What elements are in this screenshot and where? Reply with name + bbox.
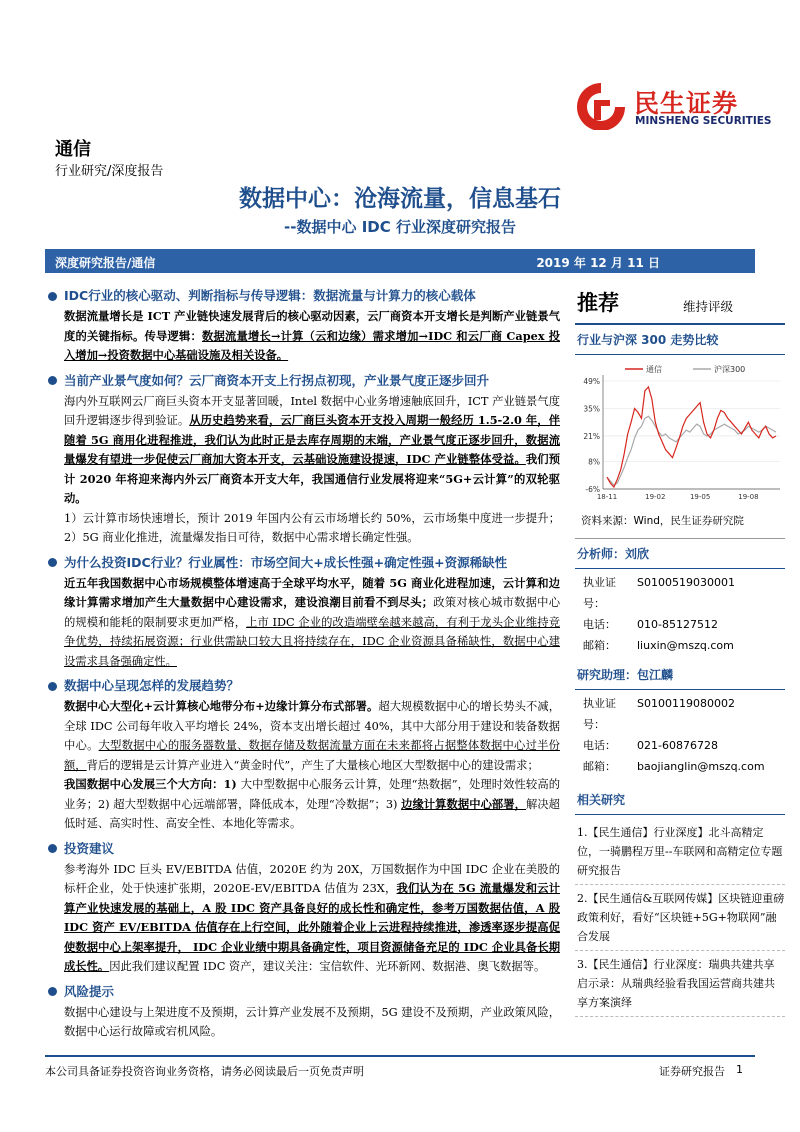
section-paragraph — [48, 775, 560, 834]
text-run: 解决超低时延、高实时性、高安全性、本地化等需求。 — [64, 797, 560, 830]
text-run: 1）云计算市场快速增长，预计 2019 年国内公有云市场增长约 50%，云市场集中度进一步提升；2）5G 商业化推进，流量爆发指日可待，数据中心需求增长确定性强。 — [64, 511, 560, 544]
trend-chart — [575, 359, 785, 509]
assistant-info — [575, 690, 785, 785]
y-tick-label: 49% — [583, 377, 600, 386]
chart-title: 行业与沪深 300 走势比较 — [575, 325, 785, 355]
footer — [45, 1055, 755, 1078]
page-number: 1 — [736, 1063, 743, 1076]
related-report-link[interactable]: 1.【民生通信】行业深度】北斗高精定位，一骑鹏程万里--车联网和高精定位专题研究报告 — [575, 819, 785, 885]
x-tick-label: 18-11 — [596, 493, 618, 501]
info-row — [575, 614, 785, 635]
text-run: 我们预计 2020 年将迎来海内外云厂商资本开支大年，我国通信行业发展将迎来“5G+云计算”的双轮驱动。 — [64, 452, 560, 505]
section-paragraph — [48, 697, 560, 775]
text-run: 数据流量增长→计算（云和边缘）需求增加→IDC 和云厂商 Capex 投入增加→投资数据中心基础设施及相关设备。 — [64, 328, 560, 362]
section-heading-text: 当前产业景气度如何？云厂商资本开支上行拐点初现，产业景气度正逐步回升 — [64, 372, 490, 388]
bullet-dot-icon — [48, 292, 57, 301]
info-key: 执业证号： — [583, 576, 616, 610]
text-run: 近五年我国数据中心市场规模整体增速高于全球平均水平，随着 5G 商业化进程加速，云计算和边缘计算需求增加产生大量数据中心建设需求，建设浪潮目前看不到尽头； — [64, 575, 560, 609]
text-run: 因此我们建议配置 IDC 资产，建议关注：宝信软件、光环新网、数据港、奥飞数据等。 — [109, 960, 546, 973]
text-run: 政策对核心城市数据中心的规模和能耗的限制要求更加严格， — [64, 596, 560, 629]
series-line — [607, 387, 776, 487]
section-heading — [48, 981, 560, 1003]
section-heading — [48, 552, 560, 574]
summary-section — [48, 981, 560, 1042]
section-heading — [48, 675, 560, 697]
info-key: 电话： — [583, 618, 616, 631]
report-title: 数据中心：沧海流量，信息基石 — [239, 186, 561, 212]
section-heading — [48, 838, 560, 860]
text-run: 上市 IDC 企业的改造端壁垒越来越高，有利于龙头企业维持竞争优势，持续拓展资源；行业供需缺口较大且将持续存在，IDC 企业资源具备稀缺性，数据中心建设需求具备强确定性。 — [64, 615, 560, 668]
related-title: 相关研究 — [575, 785, 785, 815]
info-row — [575, 572, 785, 614]
analyst-info — [575, 569, 785, 660]
text-run: 背后的逻辑是云计算产业进入“黄金时代”，产生了大量核心地区大型数据中心的建设需求； — [86, 758, 539, 772]
company-logo — [572, 80, 772, 130]
rating-status: 维持评级 — [683, 299, 734, 314]
section-paragraph — [48, 307, 560, 366]
rating-box — [575, 285, 785, 325]
summary-section — [48, 285, 560, 366]
info-key: 邮箱： — [583, 639, 616, 652]
footer-label: 证券研究报告 — [659, 1065, 725, 1078]
analyst-title: 分析师：刘欣 — [575, 539, 785, 569]
related-report-link[interactable]: 3.【民生通信】行业深度：瑞典共建共享启示录：从瑞典经验看我国运营商共建共享方案演绎 — [575, 951, 785, 1017]
summary-column — [48, 285, 560, 1046]
info-row — [575, 756, 785, 777]
legend-label: 通信 — [646, 365, 662, 374]
bullet-dot-icon — [48, 682, 57, 691]
y-tick-label: 35% — [583, 404, 600, 414]
section-paragraph — [48, 1003, 560, 1042]
section-paragraph — [48, 574, 560, 672]
x-tick-label: 19-02 — [645, 493, 666, 501]
legend-label: 沪深300 — [714, 365, 746, 374]
bullet-dot-icon — [48, 844, 57, 853]
related-list — [575, 815, 785, 1017]
text-run: 数据中心大型化+云计算核心地带分布+边缘计算分布式部署。 — [64, 699, 379, 713]
text-run: 从历史趋势来看，云厂商巨头资本开支投入周期一般经历 1.5-2.0 年，伴随着 5G 商用化进程推进，我们认为此时正是去库存周期的末端，产业景气度正逐步回升，数据流量爆发有望进一步促使云厂商加大资本开支，云基础设施建设提速，IDC 产业链整体受益。 — [64, 413, 560, 466]
info-value: 021-60876728 — [637, 739, 718, 752]
section-heading-text: IDC行业的核心驱动、判断指标与传导逻辑：数据流量与计算力的核心载体 — [64, 288, 476, 303]
text-run: 我国数据中心发展三个大方向：1) — [64, 777, 241, 791]
report-date: 2019 年 12 月 11 日 — [536, 256, 660, 270]
info-value: S0100519030001 — [637, 576, 735, 589]
section-heading-text: 投资建议 — [64, 840, 115, 856]
section-heading — [48, 285, 560, 307]
category-band — [45, 249, 755, 273]
text-run: 大中型数据中心服务云计算，处理“热数据”，处理时效性较高的业务；2) 超大型数据中心远端部署，降低成本，处理“冷数据”；3) — [64, 778, 561, 811]
x-tick-label: 19-08 — [738, 493, 759, 501]
x-tick-label: 19-05 — [689, 493, 711, 501]
section-paragraph — [48, 860, 560, 977]
report-subtitle: --数据中心 IDC 行业深度研究报告 — [284, 218, 516, 236]
bullet-dot-icon — [48, 376, 57, 385]
section-paragraph — [48, 392, 560, 509]
info-value: liuxin@mszq.com — [637, 639, 734, 652]
bullet-dot-icon — [48, 558, 57, 567]
text-run: 我们认为在 5G 流量爆发和云计算产业快速发展的基础上，A 股 IDC 资产具备良好的成长性和确定性，参考万国数据估值，A 股 IDC 资产 EV/EBITDA 估值存在上行空间，此外随着企业上云进程持续推进，渗透率逐步提高促使数据中心上架率提升， IDC 企业业绩中期具备确定性，项目资源储备充足的 IDC 企业具备长期成长性。 — [64, 881, 560, 973]
assistant-title: 研究助理：包江麟 — [575, 660, 785, 690]
info-key: 邮箱： — [583, 760, 616, 773]
footer-disclaimer: 本公司具备证券投资咨询业务资格，请务必阅读最后一页免责声明 — [45, 1065, 364, 1078]
text-run: 数据中心建设与上架进度不及预期，云计算产业发展不及预期，5G 建设不及预期，产业政策风险，数据中心运行故障或宕机风险。 — [64, 1005, 560, 1038]
section-heading-text: 为什么投资IDC行业？行业属性：市场空间大+成长性强+确定性强+资源稀缺性 — [64, 554, 508, 570]
y-tick-label: -6% — [585, 485, 600, 494]
info-row — [575, 735, 785, 756]
logo-en-text: MINSHENG SECURITIES — [635, 115, 772, 127]
text-run: 超大规模数据中心的增长势头不减，全球 IDC 公司每年收入平均增长 24%，资本支出增长超过 40%，其中大部分用于建设和装备数据中心。 — [64, 700, 560, 752]
sector-label: 通信 — [55, 139, 91, 160]
section-heading-text: 数据中心呈现怎样的发展趋势？ — [64, 678, 240, 693]
section-paragraph — [48, 509, 560, 548]
logo-text: 民生证券 — [634, 89, 739, 118]
text-run: 参考海外 IDC 巨头 EV/EBITDA 估值，2020E 约为 20X，万国数据作为中国 IDC 企业在美股的标杆企业，处于快速扩张期，2020E-EV/EBITDA 估值为 23X， — [64, 862, 560, 895]
info-value: 010-85127512 — [637, 618, 718, 631]
summary-section — [48, 838, 560, 977]
band-category: 深度研究报告/通信 — [55, 256, 156, 270]
summary-section — [48, 552, 560, 672]
text-run: 海内外互联网云厂商巨头资本开支显著回暖，Intel 数据中心业务增速触底回升，ICT 产业链景气度回升逻辑逐步得到验证。 — [64, 394, 560, 427]
section-heading — [48, 370, 560, 392]
related-report-link[interactable]: 2.【民生通信&互联网传媒】区块链迎重磅政策利好，看好“区块链+5G+物联网”融合发展 — [575, 885, 785, 951]
summary-section — [48, 675, 560, 834]
sidebar — [575, 285, 785, 1017]
trend-chart-svg — [575, 359, 785, 509]
info-row — [575, 635, 785, 656]
text-run: 数据流量增长是 ICT 产业链快速发展背后的核心驱动因素，云厂商资本开支增长是判断产业链景气度的关键指标。传导逻辑： — [64, 309, 560, 343]
info-value: baojianglin@mszq.com — [637, 760, 765, 773]
info-value: S0100119080002 — [637, 697, 735, 710]
info-key: 电话： — [583, 739, 616, 752]
y-tick-label: 21% — [583, 431, 600, 441]
rating-value: 推荐 — [577, 291, 619, 315]
info-row — [575, 693, 785, 735]
logo-mark-icon — [572, 80, 630, 130]
info-key: 执业证号： — [583, 697, 616, 731]
report-type: 行业研究/深度报告 — [55, 164, 164, 179]
bullet-dot-icon — [48, 987, 57, 996]
chart-source: 资料来源：Wind，民生证券研究院 — [575, 509, 785, 539]
text-run: 大型数据中心的服务器数量、数据存储及数据流量方面在未来都将占据整体数据中心过半份额， — [64, 739, 560, 772]
section-heading-text: 风险提示 — [64, 983, 115, 999]
text-run: 边缘计算数据中心部署， — [401, 796, 526, 811]
summary-section — [48, 370, 560, 548]
y-tick-label: 8% — [588, 457, 600, 467]
